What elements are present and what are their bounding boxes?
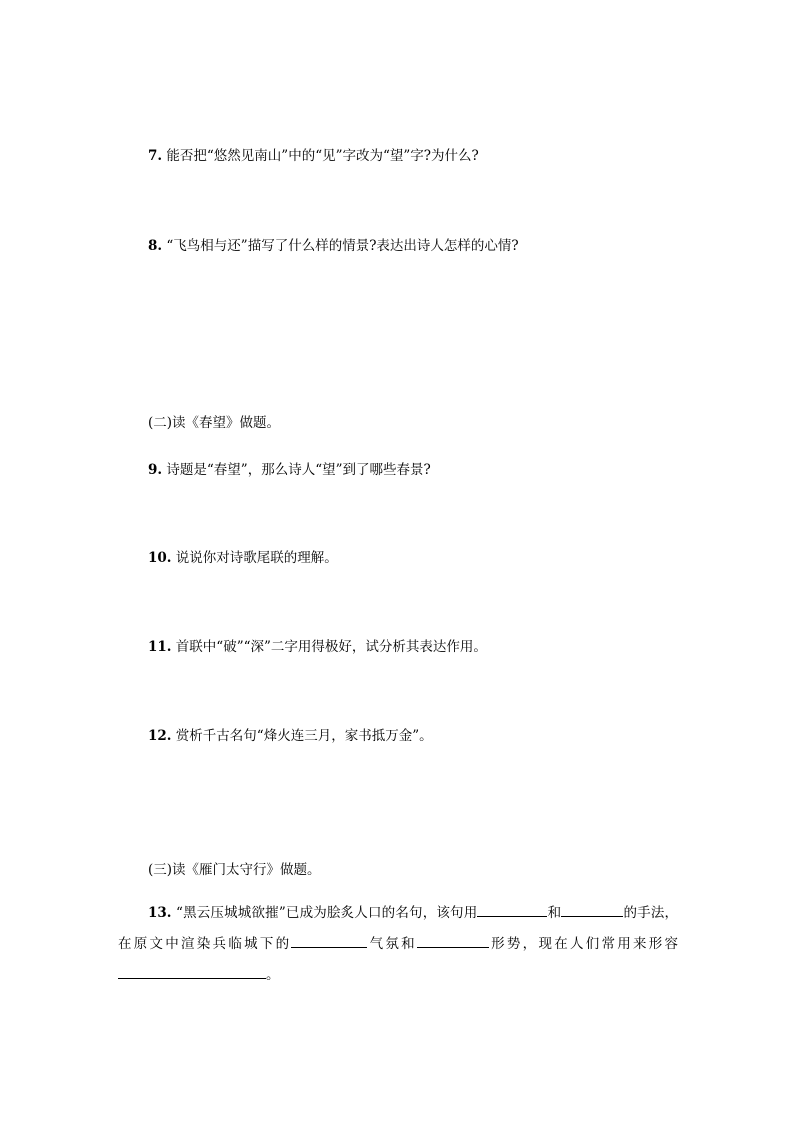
question-number: 10.: [148, 550, 172, 566]
question-text: “飞鸟相与还”描写了什么样的情景?表达出诗人怎样的心情?: [166, 238, 519, 254]
question-number: 13.: [148, 905, 172, 921]
answer-blank[interactable]: [417, 933, 489, 948]
question-9: [148, 460, 431, 480]
question-text-part: 的手法，在原文中渲染兵临城下的: [118, 905, 678, 952]
question-11: [148, 637, 487, 657]
question-text-part: “黑云压城城欲摧”已成为脍炙人口的名句，该句用: [175, 905, 478, 921]
question-text: 首联中“破”“深”二字用得极好，试分析其表达作用。: [175, 639, 487, 655]
section-heading-2: (二)读《春望》做题。: [148, 415, 281, 431]
question-text-part: 形势，现在人们常用来形容: [488, 936, 679, 952]
question-13: [118, 898, 678, 991]
question-number: 11.: [148, 639, 172, 655]
question-number: 12.: [148, 728, 172, 744]
question-8: [148, 236, 519, 256]
answer-blank[interactable]: [477, 902, 547, 917]
question-text-part: 。: [266, 967, 280, 983]
question-number: 8.: [148, 238, 163, 254]
question-number: 9.: [148, 462, 163, 478]
section-heading-3: (三)读《雁门太守行》做题。: [148, 862, 321, 878]
question-text-part: 气氛和: [367, 936, 417, 952]
question-text-part: 和: [547, 905, 562, 921]
question-10: [148, 548, 338, 568]
question-text: 赏析千古名句“烽火连三月，家书抵万金”。: [175, 728, 433, 744]
question-number: 7.: [148, 148, 163, 164]
answer-blank[interactable]: [291, 933, 367, 948]
question-text: 诗题是“春望”，那么诗人“望”到了哪些春景?: [166, 462, 431, 478]
question-7: [148, 146, 479, 166]
answer-blank[interactable]: [561, 902, 623, 917]
question-text: 说说你对诗歌尾联的理解。: [175, 550, 338, 566]
question-12: [148, 726, 433, 746]
answer-blank[interactable]: [118, 964, 266, 979]
question-text: 能否把“悠然见南山”中的“见”字改为“望”字?为什么?: [166, 148, 479, 164]
